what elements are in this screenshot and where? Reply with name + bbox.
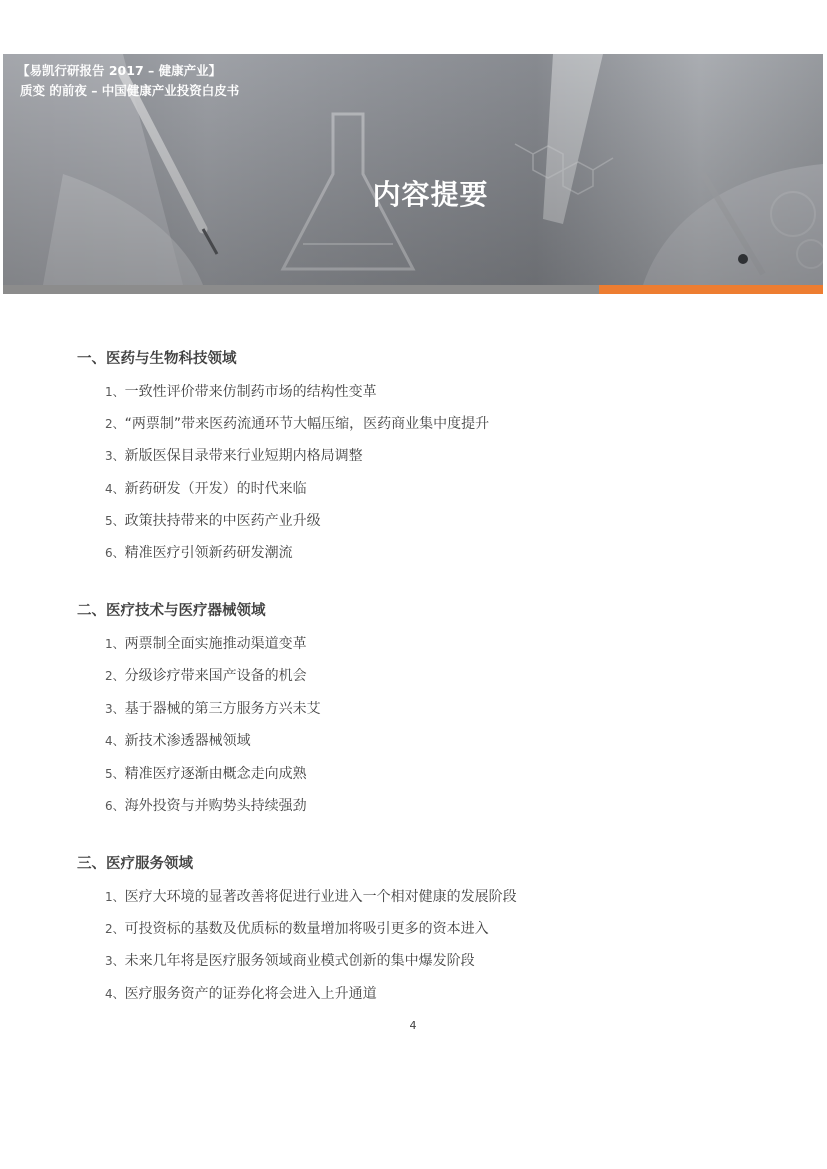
list-item xyxy=(105,382,377,402)
item-number: 1、 xyxy=(105,385,125,399)
item-text: 新技术渗透器械领域 xyxy=(124,733,251,749)
list-item xyxy=(105,764,307,784)
item-number: 5、 xyxy=(105,514,125,528)
header-banner xyxy=(3,54,823,285)
item-text: 医疗服务资产的证券化将会进入上升通道 xyxy=(124,986,377,1002)
list-item xyxy=(105,634,307,654)
item-number: 1、 xyxy=(105,637,125,651)
page-title: 内容提要 xyxy=(372,178,489,211)
item-number: 6、 xyxy=(105,799,125,813)
divider-bar-gray xyxy=(3,285,599,294)
item-number: 6、 xyxy=(105,546,125,560)
section-heading: 二、医疗技术与医疗器械领域 xyxy=(77,603,266,619)
item-text: 两票制全面实施推动渠道变革 xyxy=(124,636,307,652)
item-number: 3、 xyxy=(105,954,125,968)
section-heading: 三、医疗服务领域 xyxy=(77,856,193,872)
list-item xyxy=(105,951,475,971)
list-item xyxy=(105,511,321,531)
list-item xyxy=(105,887,517,907)
list-item xyxy=(105,984,377,1004)
item-text: 精准医疗逐渐由概念走向成熟 xyxy=(124,766,307,782)
item-text: 政策扶持带来的中医药产业升级 xyxy=(124,513,321,529)
report-series-label: 【易凯行研报告 2017 – 健康产业】 xyxy=(17,63,222,78)
report-subtitle: 质变 的前夜 – 中国健康产业投资白皮书 xyxy=(20,83,240,98)
item-number: 4、 xyxy=(105,987,125,1001)
item-text: 未来几年将是医疗服务领域商业模式创新的集中爆发阶段 xyxy=(124,953,475,969)
item-number: 3、 xyxy=(105,449,125,463)
item-number: 5、 xyxy=(105,767,125,781)
item-text: 精准医疗引领新药研发潮流 xyxy=(124,545,293,561)
item-text: 医疗大环境的显著改善将促进行业进入一个相对健康的发展阶段 xyxy=(124,889,517,905)
item-number: 3、 xyxy=(105,702,125,716)
item-number: 2、 xyxy=(105,417,125,431)
item-number: 4、 xyxy=(105,734,125,748)
page-number: 4 xyxy=(409,1019,417,1032)
list-item xyxy=(105,796,307,816)
item-text: “两票制”带来医药流通环节大幅压缩，医药商业集中度提升 xyxy=(124,416,490,432)
list-item xyxy=(105,731,251,751)
item-number: 4、 xyxy=(105,482,125,496)
item-number: 2、 xyxy=(105,669,125,683)
item-number: 2、 xyxy=(105,922,125,936)
list-item xyxy=(105,446,363,466)
list-item xyxy=(105,666,307,686)
list-item xyxy=(105,919,489,939)
item-text: 可投资标的基数及优质标的数量增加将吸引更多的资本进入 xyxy=(124,921,489,937)
list-item xyxy=(105,479,307,499)
item-text: 一致性评价带来仿制药市场的结构性变革 xyxy=(124,384,377,400)
item-text: 新版医保目录带来行业短期内格局调整 xyxy=(124,448,363,464)
divider-bar-accent xyxy=(599,285,823,294)
list-item xyxy=(105,543,293,563)
section-heading: 一、医药与生物科技领域 xyxy=(77,351,237,367)
item-text: 基于器械的第三方服务方兴未艾 xyxy=(124,701,321,717)
list-item xyxy=(105,699,321,719)
item-number: 1、 xyxy=(105,890,125,904)
item-text: 新药研发（开发）的时代来临 xyxy=(124,481,307,497)
item-text: 海外投资与并购势头持续强劲 xyxy=(124,798,307,814)
list-item xyxy=(105,414,489,434)
item-text: 分级诊疗带来国产设备的机会 xyxy=(124,668,307,684)
